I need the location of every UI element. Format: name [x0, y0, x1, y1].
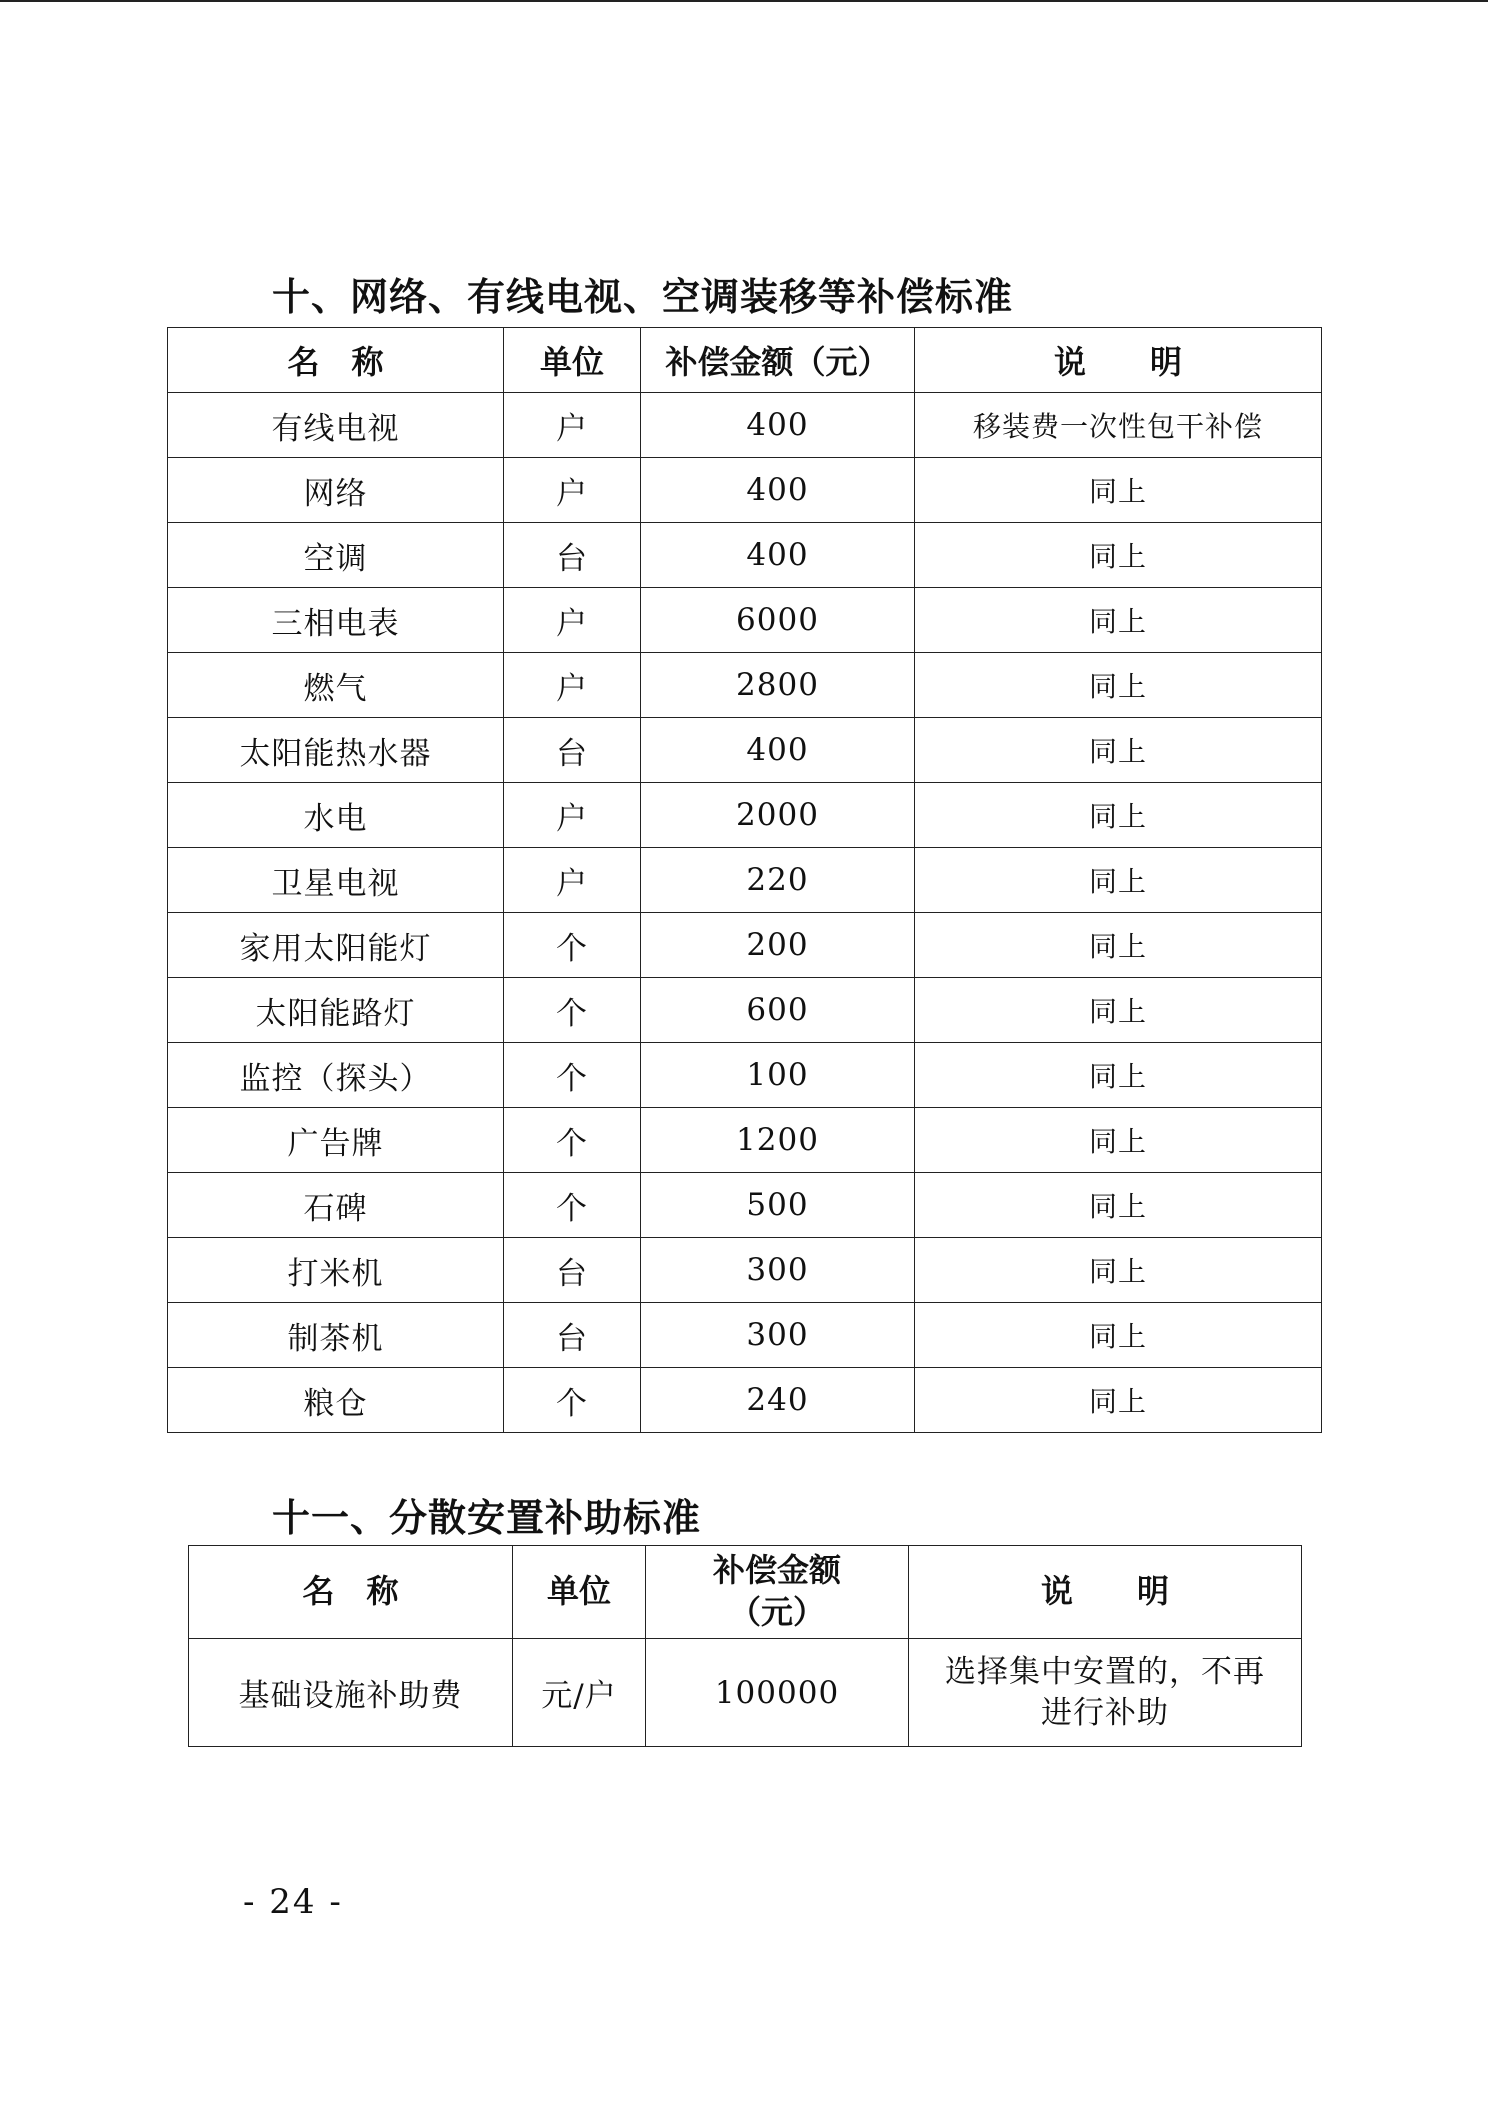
cell-name: 卫星电视 — [168, 848, 504, 913]
section-11-title: 十一、分散安置补助标准 — [272, 1496, 702, 1540]
cell-name: 太阳能热水器 — [168, 718, 504, 783]
cell-note: 同上 — [915, 913, 1322, 978]
header-unit: 单位 — [513, 1546, 646, 1639]
table-row — [168, 653, 1322, 718]
header-amount-line2: （元） — [728, 1593, 825, 1631]
cell-amount: 300 — [641, 1238, 915, 1303]
page-number: - 24 - — [243, 1882, 343, 1922]
cell-name: 监控（探头） — [168, 1043, 504, 1108]
cell-name: 三相电表 — [168, 588, 504, 653]
table-row — [168, 848, 1322, 913]
cell-amount: 2000 — [641, 783, 915, 848]
header-unit: 单位 — [504, 328, 641, 393]
cell-name: 网络 — [168, 458, 504, 523]
cell-amount: 500 — [641, 1173, 915, 1238]
table-row — [168, 1173, 1322, 1238]
table-row — [168, 1303, 1322, 1368]
cell-note: 同上 — [915, 978, 1322, 1043]
table-row — [168, 393, 1322, 458]
cell-note-line2: 进行补助 — [1041, 1694, 1169, 1731]
cell-amount: 600 — [641, 978, 915, 1043]
header-name: 名 称 — [189, 1546, 513, 1639]
cell-name: 打米机 — [168, 1238, 504, 1303]
header-amount: 补偿金额（元） — [641, 328, 915, 393]
cell-amount: 1200 — [641, 1108, 915, 1173]
cell-amount: 6000 — [641, 588, 915, 653]
cell-unit: 户 — [504, 458, 641, 523]
cell-name: 基础设施补助费 — [189, 1639, 513, 1747]
cell-amount: 400 — [641, 718, 915, 783]
cell-note: 同上 — [915, 1238, 1322, 1303]
cell-note: 同上 — [915, 523, 1322, 588]
cell-unit: 个 — [504, 1108, 641, 1173]
cell-note: 同上 — [915, 458, 1322, 523]
header-amount-line1: 补偿金额 — [712, 1551, 841, 1590]
table-row — [168, 978, 1322, 1043]
cell-amount: 100000 — [646, 1639, 909, 1747]
cell-note: 同上 — [915, 1043, 1322, 1108]
cell-unit: 户 — [504, 393, 641, 458]
table-header-row — [189, 1546, 1302, 1639]
cell-unit: 台 — [504, 718, 641, 783]
cell-unit: 户 — [504, 783, 641, 848]
cell-name: 制茶机 — [168, 1303, 504, 1368]
cell-note: 移装费一次性包干补偿 — [915, 393, 1322, 458]
table-row — [168, 783, 1322, 848]
cell-note: 同上 — [915, 848, 1322, 913]
cell-name: 燃气 — [168, 653, 504, 718]
cell-name: 水电 — [168, 783, 504, 848]
cell-note: 同上 — [915, 1108, 1322, 1173]
table-header-row — [168, 328, 1322, 393]
cell-note: 同上 — [915, 783, 1322, 848]
cell-unit: 户 — [504, 653, 641, 718]
cell-note: 同上 — [915, 588, 1322, 653]
table-row — [168, 1108, 1322, 1173]
cell-note: 同上 — [915, 718, 1322, 783]
compensation-table-10 — [167, 327, 1322, 1433]
cell-unit: 台 — [504, 1238, 641, 1303]
cell-amount: 240 — [641, 1368, 915, 1433]
cell-unit: 个 — [504, 1368, 641, 1433]
cell-unit: 个 — [504, 1173, 641, 1238]
table-row — [168, 523, 1322, 588]
header-note: 说 明 — [915, 328, 1322, 393]
cell-name: 有线电视 — [168, 393, 504, 458]
cell-name: 太阳能路灯 — [168, 978, 504, 1043]
table-row — [168, 913, 1322, 978]
top-border-rule — [0, 0, 1488, 2]
cell-unit: 户 — [504, 588, 641, 653]
cell-amount: 2800 — [641, 653, 915, 718]
cell-amount: 400 — [641, 393, 915, 458]
cell-amount: 400 — [641, 523, 915, 588]
cell-amount: 200 — [641, 913, 915, 978]
cell-unit: 元/户 — [513, 1639, 646, 1747]
table-row — [168, 718, 1322, 783]
cell-amount: 220 — [641, 848, 915, 913]
cell-unit: 个 — [504, 978, 641, 1043]
table-row — [168, 1043, 1322, 1108]
cell-unit: 台 — [504, 1303, 641, 1368]
header-name: 名 称 — [168, 328, 504, 393]
cell-note: 同上 — [915, 653, 1322, 718]
cell-unit: 个 — [504, 913, 641, 978]
cell-amount: 400 — [641, 458, 915, 523]
cell-unit: 户 — [504, 848, 641, 913]
cell-name: 粮仓 — [168, 1368, 504, 1433]
cell-name: 广告牌 — [168, 1108, 504, 1173]
cell-amount: 100 — [641, 1043, 915, 1108]
cell-name: 石碑 — [168, 1173, 504, 1238]
cell-unit: 台 — [504, 523, 641, 588]
cell-unit: 个 — [504, 1043, 641, 1108]
cell-name: 家用太阳能灯 — [168, 913, 504, 978]
cell-note-line1: 选择集中安置的，不再 — [945, 1654, 1265, 1691]
cell-name: 空调 — [168, 523, 504, 588]
cell-amount: 300 — [641, 1303, 915, 1368]
table-row — [168, 458, 1322, 523]
table-row — [189, 1639, 1302, 1747]
cell-note: 同上 — [915, 1303, 1322, 1368]
table-row — [168, 588, 1322, 653]
cell-note — [909, 1639, 1302, 1747]
header-amount — [646, 1546, 909, 1639]
table-row — [168, 1368, 1322, 1433]
table-row — [168, 1238, 1322, 1303]
subsidy-table-11 — [188, 1545, 1302, 1747]
cell-note: 同上 — [915, 1173, 1322, 1238]
header-note: 说 明 — [909, 1546, 1302, 1639]
section-10-title: 十、网络、有线电视、空调装移等补偿标准 — [272, 275, 1014, 319]
cell-note: 同上 — [915, 1368, 1322, 1433]
